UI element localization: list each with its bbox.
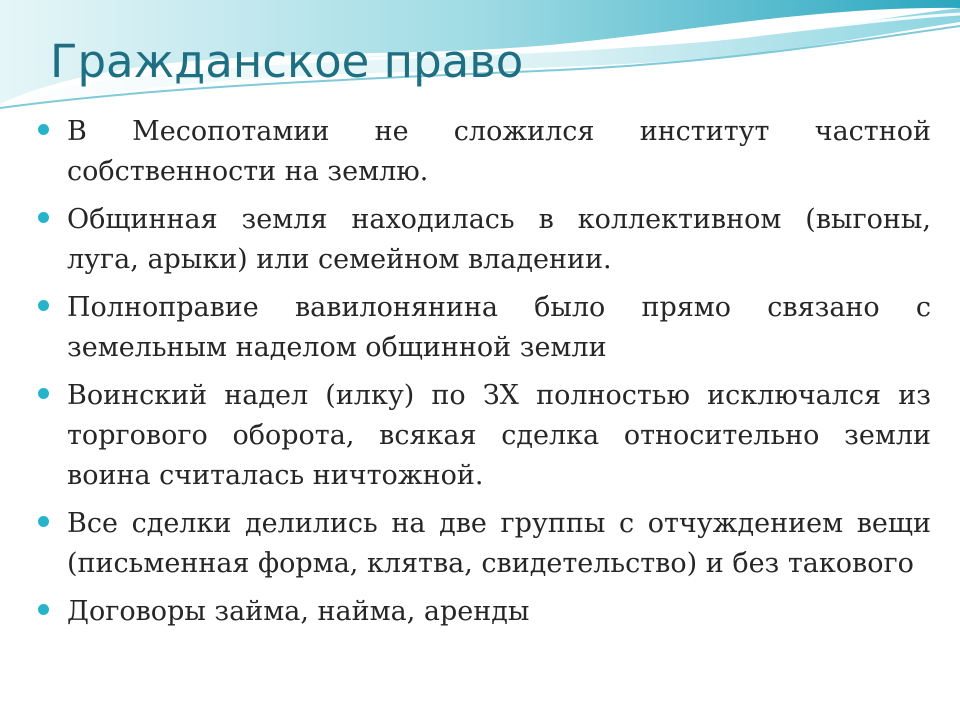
bullet-dot-icon [38,124,49,135]
bullet-item [38,288,931,368]
bullet-text: Все сделки делились на две группы с отчуждением вещи (письменная форма, клятва, свидетельство) и без такового [67,508,931,579]
slide-title: Гражданское право [50,35,524,88]
bullet-item [38,504,931,584]
bullet-text: Полноправие вавилонянина было прямо связано с земельным наделом общинной земли [67,292,931,363]
bullet-dot-icon [38,516,49,527]
bullet-dot-icon [38,604,49,615]
bullet-text: Воинский надел (илку) по ЗХ полностью исключался из торгового оборота, всякая сделка относительно земли воина считалась ничтожной. [67,380,931,491]
bullet-dot-icon [38,388,49,399]
bullet-dot-icon [38,212,49,223]
bullet-item [38,112,931,192]
bullet-text: Договоры займа, найма, аренды [67,596,530,627]
bullet-text: В Месопотамии не сложился институт частной собственности на землю. [67,116,931,187]
bullet-list [38,112,931,640]
bullet-item [38,592,931,632]
bullet-text: Общинная земля находилась в коллективном (выгоны, луга, арыки) или семейном владении. [67,204,931,275]
bullet-item [38,376,931,496]
bullet-dot-icon [38,300,49,311]
bullet-item [38,200,931,280]
